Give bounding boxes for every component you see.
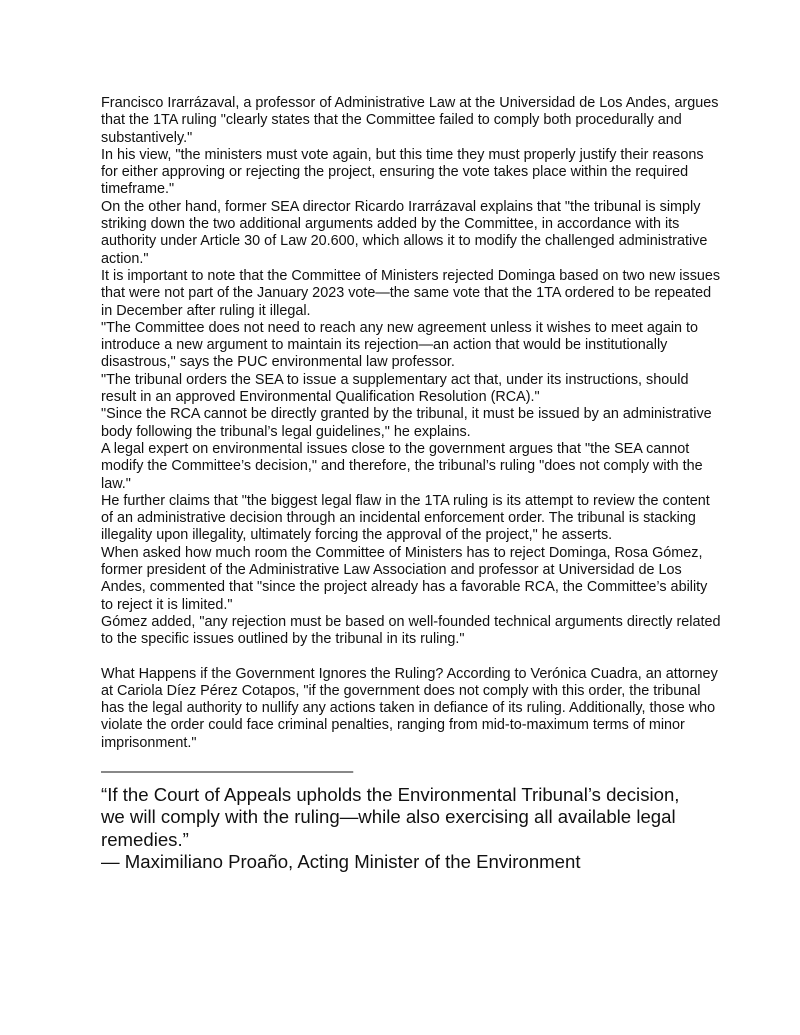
paragraph-gomez-added: Gómez added, "any rejection must be based on well-founded technical arguments directly related to the specific issues outlined by the tribunal in its ruling." (101, 613, 721, 648)
paragraph-dominga-rejection: It is important to note that the Committee of Ministers rejected Dominga based on two new issues that were not part of the January 2023 vote—the same vote that the 1TA ordered to be repeated in December after ruling it illegal. (101, 267, 721, 319)
paragraph-ministers-vote-again: In his view, "the ministers must vote again, but this time they must properly justify their reasons for either approving or rejecting the project, ensuring the vote takes place within the required timeframe." (101, 146, 704, 198)
quote-attribution: — Maximiliano Proaño, Acting Minister of the Environment (101, 851, 581, 873)
paragraph-spacer (101, 649, 721, 666)
paragraph-irarrazaval-francisco: Francisco Irarrázaval, a professor of Administrative Law at the Universidad de Los Andes, argues that the 1TA ruling "clearly states that the Committee failed to comply both procedurally and substantively." (101, 95, 719, 146)
paragraph-supplementary-act: "The tribunal orders the SEA to issue a supplementary act that, under its instructions, should result in an approved Environmental Qualification Resolution (RCA)." (101, 371, 689, 406)
section-divider: —————————————————— (101, 763, 353, 780)
paragraph-rosa-gomez: When asked how much room the Committee of Ministers has to reject Dominga, Rosa Gómez, former president of the Administrative Law Association and professor at Universidad de Los Andes, commented that "since the project already has a favorable RCA, the Committee’s ability to reject it is limited." (101, 544, 708, 613)
pull-quote: “If the Court of Appeals upholds the Environmental Tribunal’s decision, we will comply with the ruling—while also exercising all available legal remedies.” (101, 783, 680, 850)
paragraph-government-ignores-ruling: What Happens if the Government Ignores the Ruling? According to Verónica Cuadra, an attorney at Cariola Díez Pérez Cotapos, "if the government does not comply with this order, the tribunal has the legal authority to nullify any actions taken in defiance of its ruling. Additionally, those who violate the order could face criminal penalties, ranging from mid-to-maximum terms of minor imprisonment." (101, 665, 718, 751)
paragraph-committee-agreement: "The Committee does not need to reach any new agreement unless it wishes to meet again to introduce a new argument to maintain its rejection—an action that would be institutionally disastrous," says the PUC environmental law professor. (101, 319, 699, 371)
paragraph-legal-expert: A legal expert on environmental issues close to the government argues that "the SEA cannot modify the Committee’s decision," and therefore, the tribunal’s ruling "does not comply with the law." (101, 440, 703, 492)
paragraph-irarrazaval-ricardo: On the other hand, former SEA director Ricardo Irarrázaval explains that "the tribunal is simply striking down the two additional arguments added by the Committee, in accordance with its authority under Article 30 of Law 20.600, which allows it to modify the challenged administrative action." (101, 198, 708, 267)
document-page (101, 95, 721, 874)
paragraph-rca-issuance: "Since the RCA cannot be directly granted by the tribunal, it must be issued by an administrative body following the tribunal’s legal guidelines," he explains. (101, 406, 712, 440)
paragraph-legal-flaw: He further claims that "the biggest legal flaw in the 1TA ruling is its attempt to review the content of an administrative decision through an incidental enforcement order. The tribunal is stacking illegality upon illegality, ultimately forcing the approval of the project," he asserts. (101, 492, 710, 544)
